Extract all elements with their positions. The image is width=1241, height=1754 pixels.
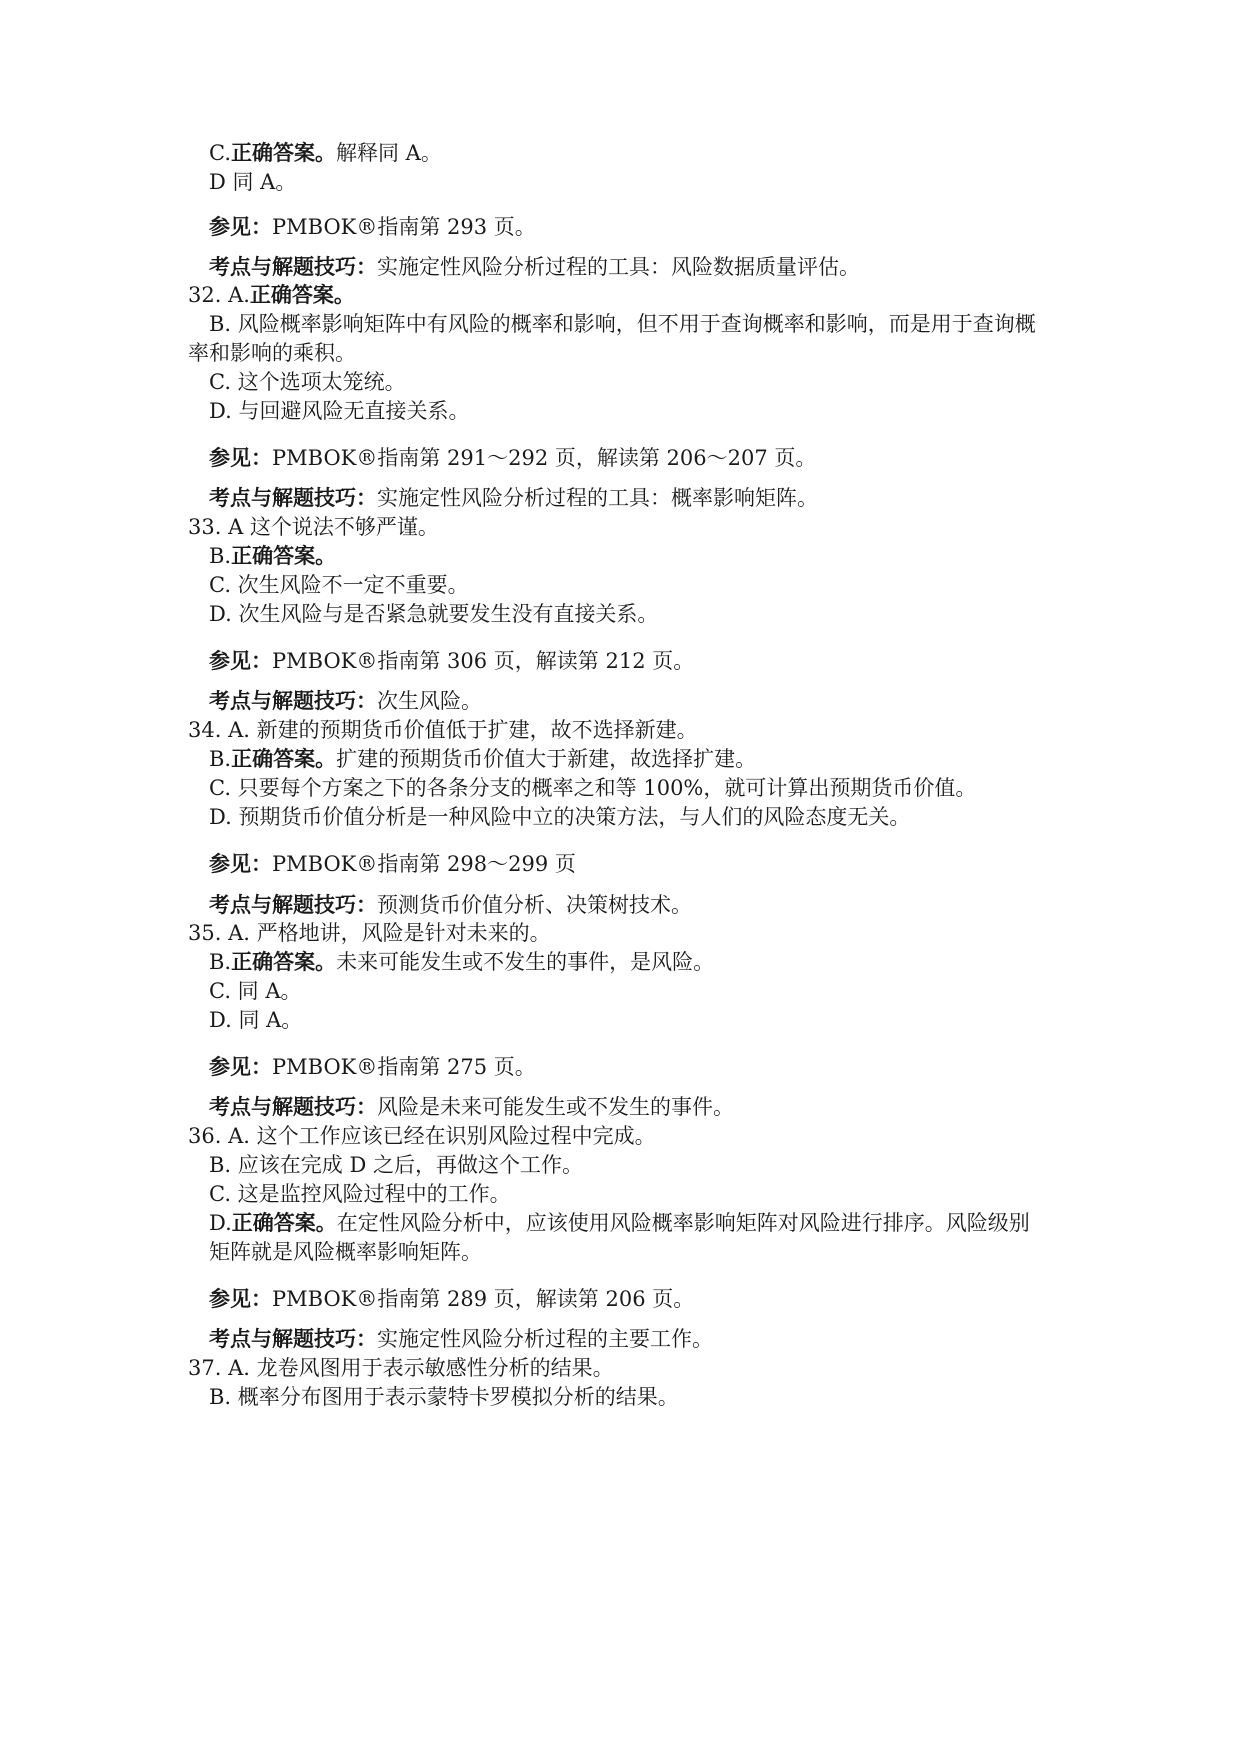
text-line: C. 次生风险不一定不重要。: [209, 573, 469, 597]
text-line: D.正确答案。在定性风险分析中，应该使用风险概率影响矩阵对风险进行排序。风险级别: [209, 1211, 1030, 1235]
reference-line: 参见：PMBOK®指南第 298～299 页: [209, 852, 576, 876]
text-line: B.正确答案。扩建的预期货币价值大于新建，故选择扩建。: [209, 747, 757, 771]
text-line: D 同 A。: [209, 170, 297, 194]
reference-line: 参见：PMBOK®指南第 293 页。: [209, 215, 536, 239]
text-line: C.正确答案。解释同 A。: [209, 141, 442, 165]
text-line: B.正确答案。: [209, 544, 337, 568]
text-line: C. 只要每个方案之下的各条分支的概率之和等 100%，就可计算出预期货币价值。: [209, 776, 977, 800]
tip-line: 考点与解题技巧：实施定性风险分析过程的主要工作。: [209, 1327, 713, 1351]
reference-line: 参见：PMBOK®指南第 291～292 页，解读第 206～207 页。: [209, 446, 817, 470]
text-line: B.正确答案。未来可能发生或不发生的事件，是风险。: [209, 950, 715, 974]
question-line: 35. A. 严格地讲，风险是针对未来的。: [188, 921, 551, 945]
question-line: 37. A. 龙卷风图用于表示敏感性分析的结果。: [188, 1356, 614, 1380]
tip-line: 考点与解题技巧：风险是未来可能发生或不发生的事件。: [209, 1095, 734, 1119]
text-line: C. 这个选项太笼统。: [209, 370, 406, 394]
text-line: 矩阵就是风险概率影响矩阵。: [209, 1240, 482, 1264]
text-line: D. 同 A。: [209, 1008, 303, 1032]
question-line: 33. A 这个说法不够严谨。: [188, 515, 439, 539]
text-line: B. 风险概率影响矩阵中有风险的概率和影响，但不用于查询概率和影响，而是用于查询概: [209, 312, 1036, 336]
text-line: D. 次生风险与是否紧急就要发生没有直接关系。: [209, 602, 659, 626]
question-line: 34. A. 新建的预期货币价值低于扩建，故不选择新建。: [188, 718, 698, 742]
text-line: B. 概率分布图用于表示蒙特卡罗模拟分析的结果。: [209, 1385, 679, 1409]
text-line: C. 同 A。: [209, 979, 302, 1003]
text-line: 率和影响的乘积。: [188, 341, 356, 365]
reference-line: 参见：PMBOK®指南第 289 页，解读第 206 页。: [209, 1287, 695, 1311]
text-line: D. 预期货币价值分析是一种风险中立的决策方法，与人们的风险态度无关。: [209, 805, 911, 829]
tip-line: 考点与解题技巧：次生风险。: [209, 689, 482, 713]
reference-line: 参见：PMBOK®指南第 306 页，解读第 212 页。: [209, 649, 695, 673]
tip-line: 考点与解题技巧：实施定性风险分析过程的工具：风险数据质量评估。: [209, 255, 860, 279]
question-line: 32. A.正确答案。: [188, 283, 355, 307]
question-line: 36. A. 这个工作应该已经在识别风险过程中完成。: [188, 1124, 656, 1148]
text-line: B. 应该在完成 D 之后，再做这个工作。: [209, 1153, 583, 1177]
text-line: C. 这是监控风险过程中的工作。: [209, 1182, 511, 1206]
tip-line: 考点与解题技巧：预测货币价值分析、决策树技术。: [209, 893, 692, 917]
tip-line: 考点与解题技巧：实施定性风险分析过程的工具：概率影响矩阵。: [209, 486, 818, 510]
text-line: D. 与回避风险无直接关系。: [209, 399, 470, 423]
reference-line: 参见：PMBOK®指南第 275 页。: [209, 1055, 536, 1079]
